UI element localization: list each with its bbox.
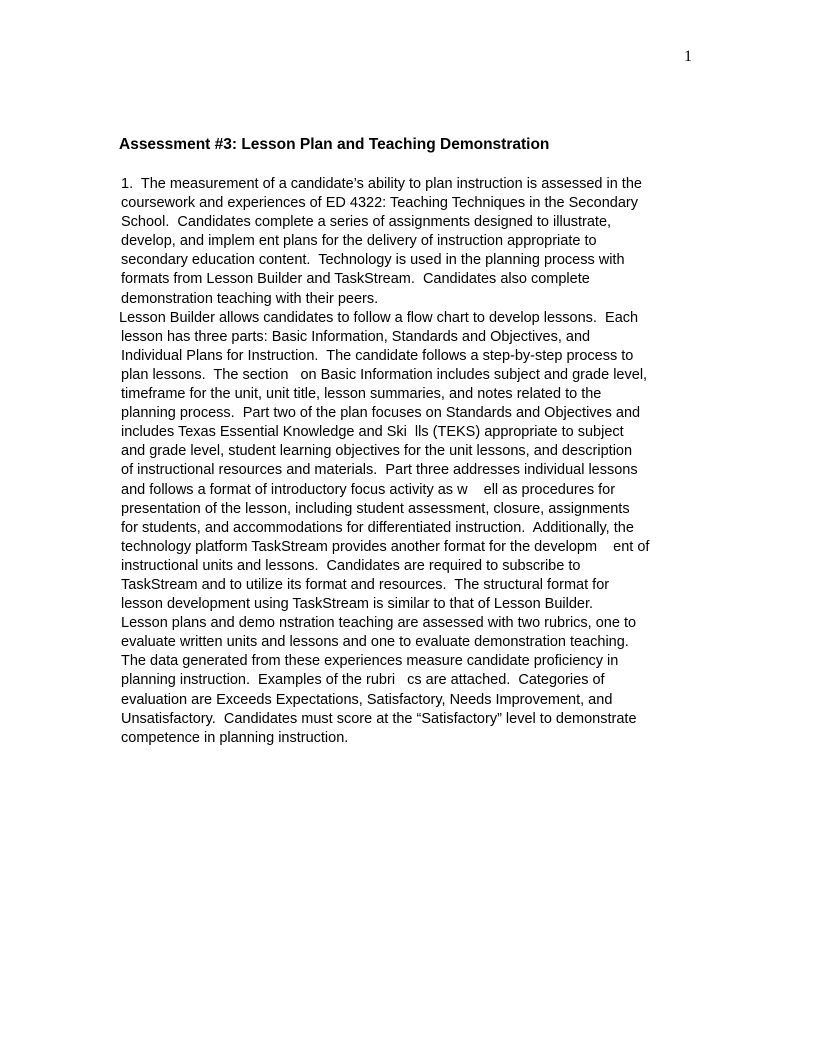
body-line: 1. The measurement of a candidate’s ability to plan instruction is assessed in the: [121, 176, 642, 192]
body-line: presentation of the lesson, including student assessment, closure, assignments: [121, 500, 630, 517]
body-line: includes Texas Essential Knowledge and Ski lls (TEKS) appropriate to subject: [121, 424, 624, 441]
body-line: lesson has three parts: Basic Information, Standards and Objectives, and: [121, 328, 591, 345]
body-line: for students, and accommodations for differentiated instruction. Additionally, the: [121, 519, 634, 536]
body-line: planning instruction. Examples of the rubri cs are attached. Categories of: [121, 672, 605, 689]
body-line: formats from Lesson Builder and TaskStream. Candidates also complete: [121, 271, 590, 288]
body-line: coursework and experiences of ED 4322: Teaching Techniques in the Secondary: [121, 195, 638, 212]
body-line: Unsatisfactory. Candidates must score at the “Satisfactory” level to demonstrate: [121, 710, 637, 727]
body-line: Lesson plans and demo nstration teaching are assessed with two rubrics, one to: [121, 615, 637, 632]
body-line: School. Candidates complete a series of assignments designed to illustrate,: [121, 214, 612, 231]
body-line: Individual Plans for Instruction. The candidate follows a step-by-step process to: [121, 347, 634, 364]
body-line: and grade level, student learning objectives for the unit lessons, and description: [121, 443, 633, 460]
body-line: secondary education content. Technology is used in the planning process with: [121, 252, 625, 269]
body-line: demonstration teaching with their peers.: [121, 290, 379, 307]
body-line: evaluation are Exceeds Expectations, Satisfactory, Needs Improvement, and: [121, 691, 613, 708]
document-title: Assessment #3: Lesson Plan and Teaching Demonstration: [119, 136, 550, 153]
body-paragraph: [121, 175, 649, 748]
body-line: instructional units and lessons. Candidates are required to subscribe to: [121, 557, 581, 574]
body-line: and follows a format of introductory focus activity as w ell as procedures for: [121, 481, 616, 498]
body-line: develop, and implem ent plans for the delivery of instruction appropriate to: [121, 233, 597, 250]
body-line: technology platform TaskStream provides another format for the developm ent of: [121, 538, 650, 555]
body-line: TaskStream and to utilize its format and resources. The structural format for: [121, 576, 610, 593]
body-line: plan lessons. The section on Basic Information includes subject and grade level,: [121, 366, 648, 383]
body-line: Lesson Builder allows candidates to follow a flow chart to develop lessons. Each: [119, 309, 639, 326]
body-line: competence in planning instruction.: [121, 729, 349, 746]
body-line: of instructional resources and materials. Part three addresses individual lessons: [121, 462, 638, 479]
body-line: timeframe for the unit, unit title, lesson summaries, and notes related to the: [121, 386, 602, 403]
body-line: evaluate written units and lessons and one to evaluate demonstration teaching.: [121, 634, 629, 651]
body-line: The data generated from these experiences measure candidate proficiency in: [121, 653, 619, 670]
body-line: planning process. Part two of the plan focuses on Standards and Objectives and: [121, 405, 641, 422]
page-number: 1: [684, 48, 692, 65]
body-line: lesson development using TaskStream is similar to that of Lesson Builder.: [121, 596, 594, 613]
